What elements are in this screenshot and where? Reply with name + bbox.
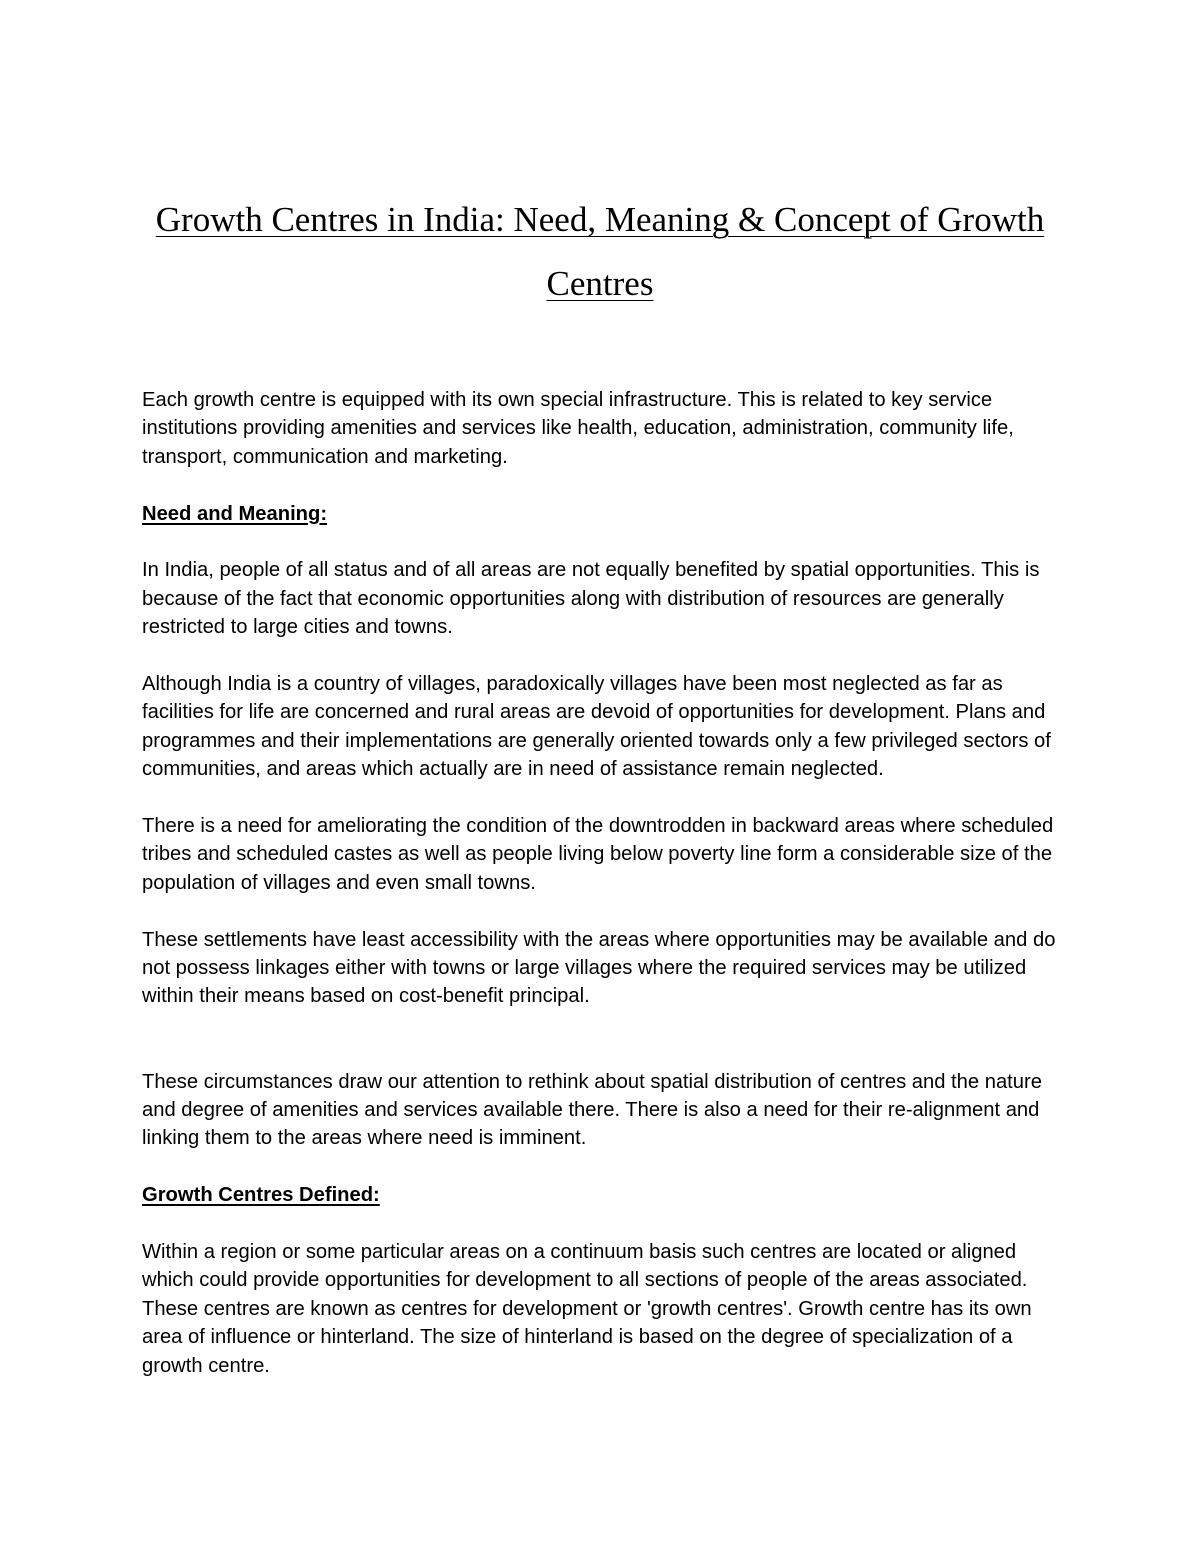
paragraph: In India, people of all status and of all areas are not equally benefited by spatial opportunities. This is because of the fact that economic opportunities along with distribution of resources are generally restricted to large cities and towns. bbox=[142, 559, 1040, 639]
section-heading-growth-centres-defined: Growth Centres Defined: bbox=[142, 1184, 380, 1207]
paragraph: Within a region or some particular areas on a continuum basis such centres are located or aligned which could provide opportunities for development to all sections of people of the areas associated. These centres are known as centres for development or 'growth centres'. Growth centre has its own area of influence or hinterland. The size of hinterland is based on the degree of specialization of a growth centre. bbox=[142, 1241, 1032, 1377]
paragraph: Although India is a country of villages, paradoxically villages have been most neglected as far as facilities for life are concerned and rural areas are devoid of opportunities for development. Plans and programmes and their implementations are generally oriented towards only a few privileged sectors of communities, and areas which actually are in need of assistance remain neglected. bbox=[142, 673, 1051, 781]
document-title: Growth Centres in India: Need, Meaning & Concept of Growth Centres bbox=[155, 200, 1045, 303]
paragraph: These circumstances draw our attention to rethink about spatial distribution of centres and the nature and degree of amenities and services available there. There is also a need for their re-alignment and linking them to the areas where need is imminent. bbox=[142, 1070, 1042, 1150]
section-heading-need-and-meaning: Need and Meaning: bbox=[142, 502, 328, 525]
blank-line bbox=[142, 1039, 1072, 1067]
paragraph: There is a need for ameliorating the condition of the downtrodden in backward areas where scheduled tribes and scheduled castes as well as people living below poverty line form a considerable size of the population of villages and even small towns. bbox=[142, 815, 1054, 894]
document-body bbox=[142, 386, 1072, 1408]
intro-paragraph: Each growth centre is equipped with its own special infrastructure. This is related to key service institutions providing amenities and services like health, education, administration, community life, transport, communication and marketing. bbox=[142, 389, 1014, 468]
paragraph: These settlements have least accessibility with the areas where opportunities may be available and do not possess linkages either with towns or large villages where the required services may be utilized within their means based on cost-benefit principal. bbox=[142, 928, 1056, 1008]
